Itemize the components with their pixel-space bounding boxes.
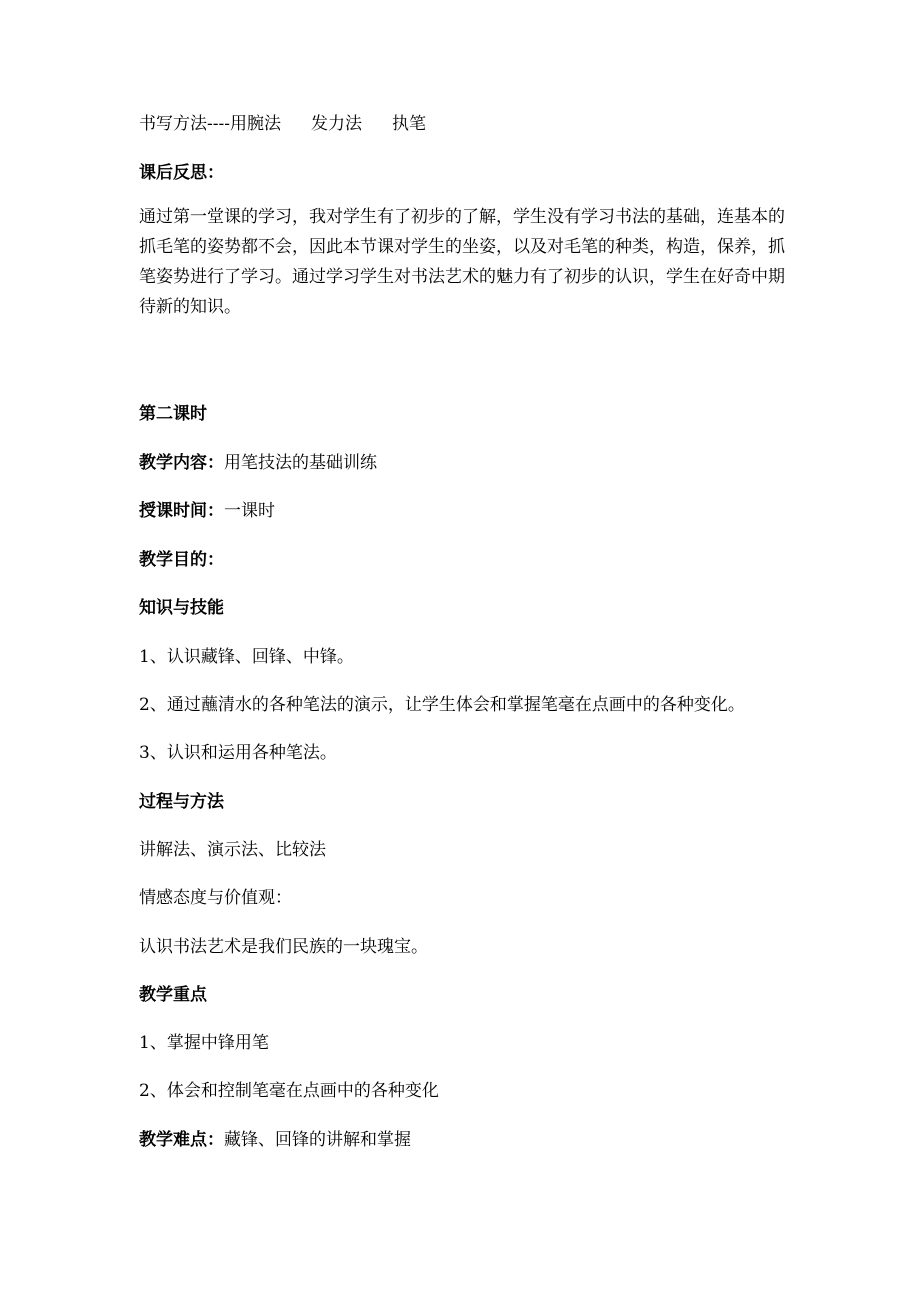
emotion-values-text: 认识书法艺术是我们民族的一块瑰宝。 [139, 937, 428, 957]
knowledge-skill-heading: 知识与技能 [139, 598, 224, 618]
class-time-label: 授课时间： [139, 501, 224, 521]
lesson-title: 第二课时 [139, 404, 207, 424]
difficulty-label: 教学难点： [139, 1130, 224, 1150]
writing-method-item-2: 发力法 [310, 114, 362, 134]
writing-method-item-3: 执笔 [391, 114, 426, 134]
difficulty-line [139, 1128, 411, 1152]
knowledge-item: 1、认识藏锋、回锋、中锋。 [139, 647, 354, 667]
class-time-line [139, 499, 275, 523]
process-method-heading: 过程与方法 [139, 792, 224, 812]
key-points-heading: 教学重点 [139, 985, 207, 1005]
reflection-heading: 课后反思： [139, 163, 224, 183]
key-point-item: 2、体会和控制笔毫在点画中的各种变化 [139, 1081, 439, 1101]
teaching-content-value: 用笔技法的基础训练 [224, 453, 377, 473]
difficulty-value: 藏锋、回锋的讲解和掌握 [224, 1130, 411, 1150]
reflection-body: 通过第一堂课的学习，我对学生有了初步的了解，学生没有学习书法的基础，连基本的抓毛笔的姿势都不会，因此本节课对学生的坐姿，以及对毛笔的种类，构造，保养，抓笔姿势进行了学习。通过学习学生对书法艺术的魅力有了初步的认识，学生在好奇中期待新的知识。 [139, 207, 785, 317]
teaching-goal-heading: 教学目的： [139, 550, 224, 570]
knowledge-item: 2、通过蘸清水的各种笔法的演示，让学生体会和掌握笔毫在点画中的各种变化。 [139, 695, 745, 715]
emotion-values-heading: 情感态度与价值观： [139, 888, 292, 908]
teaching-content-label: 教学内容： [139, 453, 224, 473]
teaching-content-line [139, 451, 377, 475]
process-method-text: 讲解法、演示法、比较法 [139, 840, 326, 860]
knowledge-item: 3、认识和运用各种笔法。 [139, 743, 337, 763]
writing-method-lead: 书写方法----用腕法 [139, 114, 281, 134]
writing-method-line [139, 112, 426, 136]
class-time-value: 一课时 [224, 501, 275, 521]
key-point-item: 1、掌握中锋用笔 [139, 1033, 269, 1053]
